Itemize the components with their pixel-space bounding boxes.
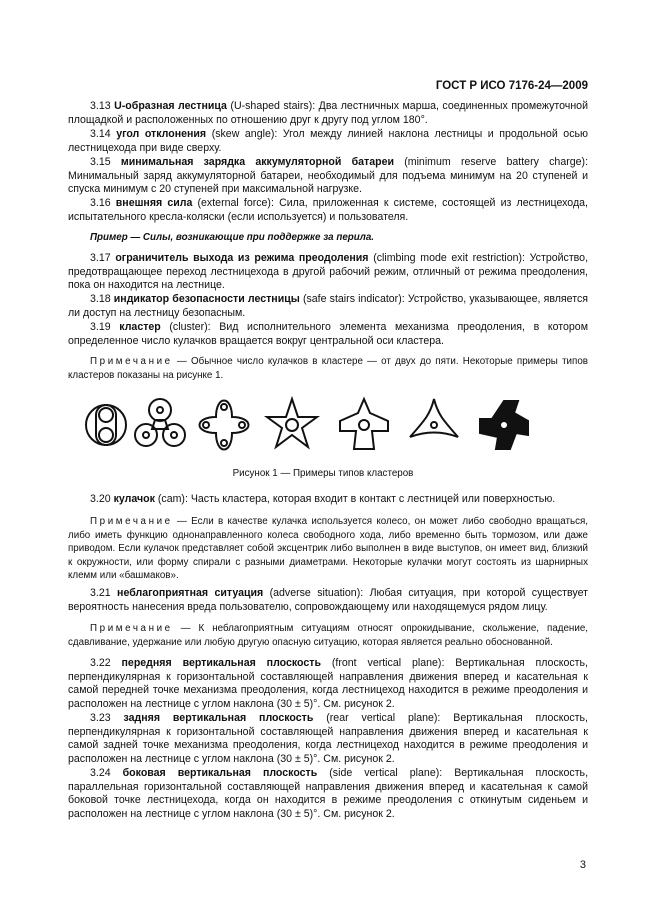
cluster-spiral-icon <box>480 401 528 449</box>
standard-header: ГОСТ Р ИСО 7176-24—2009 <box>435 80 588 92</box>
definition-3-24: 3.24 боковая вертикальная плоскость (side vertical plane): Вертикальная плоскость, параллельная горизонтальной составляющей направления движения вперед и касательная к самой боковой точке лестницехода, когда он находится в режиме преодоления с откинутым сиденьем и расположен на лестнице с углом наклона (30 ± 5)°. См. рисунок 2. <box>68 767 589 820</box>
definition-3-13: 3.13 U-образная лестница (U-shaped stairs): Два лестничных марша, соединенных промежуточной площадкой и расположенных по отношению друг к другу под углом 180°. <box>68 100 588 126</box>
definition-3-20: 3.20 кулачок (cam): Часть кластера, которая входит в контакт с лестницей или поверхностью. <box>90 493 556 505</box>
page-number: 3 <box>579 859 586 871</box>
definition-3-18: 3.18 индикатор безопасности лестницы (safe stairs indicator): Устройство, указывающее, является ли доступ на лестницу безопасным. <box>68 293 588 319</box>
definition-3-17: 3.17 ограничитель выхода из режима преодоления (climbing mode exit restriction): Устройство, предотвращающее переход лестницехода в другой рабочий режим, отличный от режима преодоления, пока он находится на лестнице. <box>68 252 589 292</box>
definition-3-21: 3.21 неблагоприятная ситуация (adverse situation): Любая ситуация, при которой существует вероятность нанесения вреда пользователю, сопровождающему или находящемуся рядом лицу. <box>68 587 588 613</box>
definition-3-16: 3.16 внешняя сила (external force): Сила, приложенная к системе, состоящей из лестницехода, испытательного кресла-коляски (если используется) и пользователя. <box>68 197 588 223</box>
note-2: Примечание — Если в качестве кулачка используется колесо, он может либо свободно вращаться, либо иметь функцию однонаправленного колеса свободного хода, либо временно быть тормозом, или даже приводом. Если кулачок представляет собой эксцентрик либо выполнен в виде выступов, он имеет вид, близкий к окружности, или форму спирали с разными диаметрами. Некоторые кулачки могут состоять из шарнирных клемм или «башмаков». <box>68 516 588 582</box>
note-3: Примечание — К неблагоприятным ситуациям относят опрокидывание, скольжение, падение, сдавливание, удержание или любую другую опасную ситуацию, которая является реально обоснованной. <box>68 623 588 648</box>
cluster-five-cams-icon <box>267 399 317 447</box>
example-text: Пример — Силы, возникающие при поддержке за перила. <box>90 232 375 243</box>
definition-3-14: 3.14 угол отклонения (skew angle): Угол между линией наклона лестницы и продольной осью лестницехода при виде сверху. <box>68 128 588 154</box>
definition-3-23: 3.23 задняя вертикальная плоскость (rear vertical plane): Вертикальная плоскость, перпендикулярная к горизонтальной составляющей направления движения вперед и касательная к самой задней точке механизма преодоления, когда лестницеход находится в режиме преодоления и расположен на лестнице с углом наклона (30 ± 5)°. См. рисунок 2. <box>68 712 588 765</box>
definition-3-15: 3.15 минимальная зарядка аккумуляторной батареи (minimum reserve battery charge): Минимальный заряд аккумуляторной батареи, необходимый для подъема минимум на 20 ступеней и спуска минимум с 20 ступеней при максимальной нагрузке. <box>68 156 589 196</box>
cluster-three-arm-icon <box>410 399 458 437</box>
cluster-three-cams-icon <box>135 399 185 446</box>
figure-caption: Рисунок 1 — Примеры типов кластеров <box>232 468 414 479</box>
definition-3-22: 3.22 передняя вертикальная плоскость (front vertical plane): Вертикальная плоскость, перпендикулярная к горизонтальной составляющей направления движения вперед и касательная к самой передней точке механизма преодоления, когда лестницеход находится в режиме преодоления и расположен на лестнице с углом наклона (30 ± 5)°. См. рисунок 2. <box>68 657 588 710</box>
cluster-four-cams-icon <box>200 401 249 450</box>
note-1: Примечание — Обычное число кулачков в кластере — от двух до пяти. Некоторые примеры типов кластеров показаны на рисунке 1. <box>68 356 588 381</box>
definition-3-19: 3.19 кластер (cluster): Вид исполнительного элемента механизма преодоления, в котором определенное число кулачков вращается вокруг центральной оси кластера. <box>68 321 588 347</box>
figure-cluster-types <box>84 395 564 475</box>
cluster-shoes-icon <box>340 399 388 449</box>
cluster-two-cams-icon <box>86 405 126 445</box>
